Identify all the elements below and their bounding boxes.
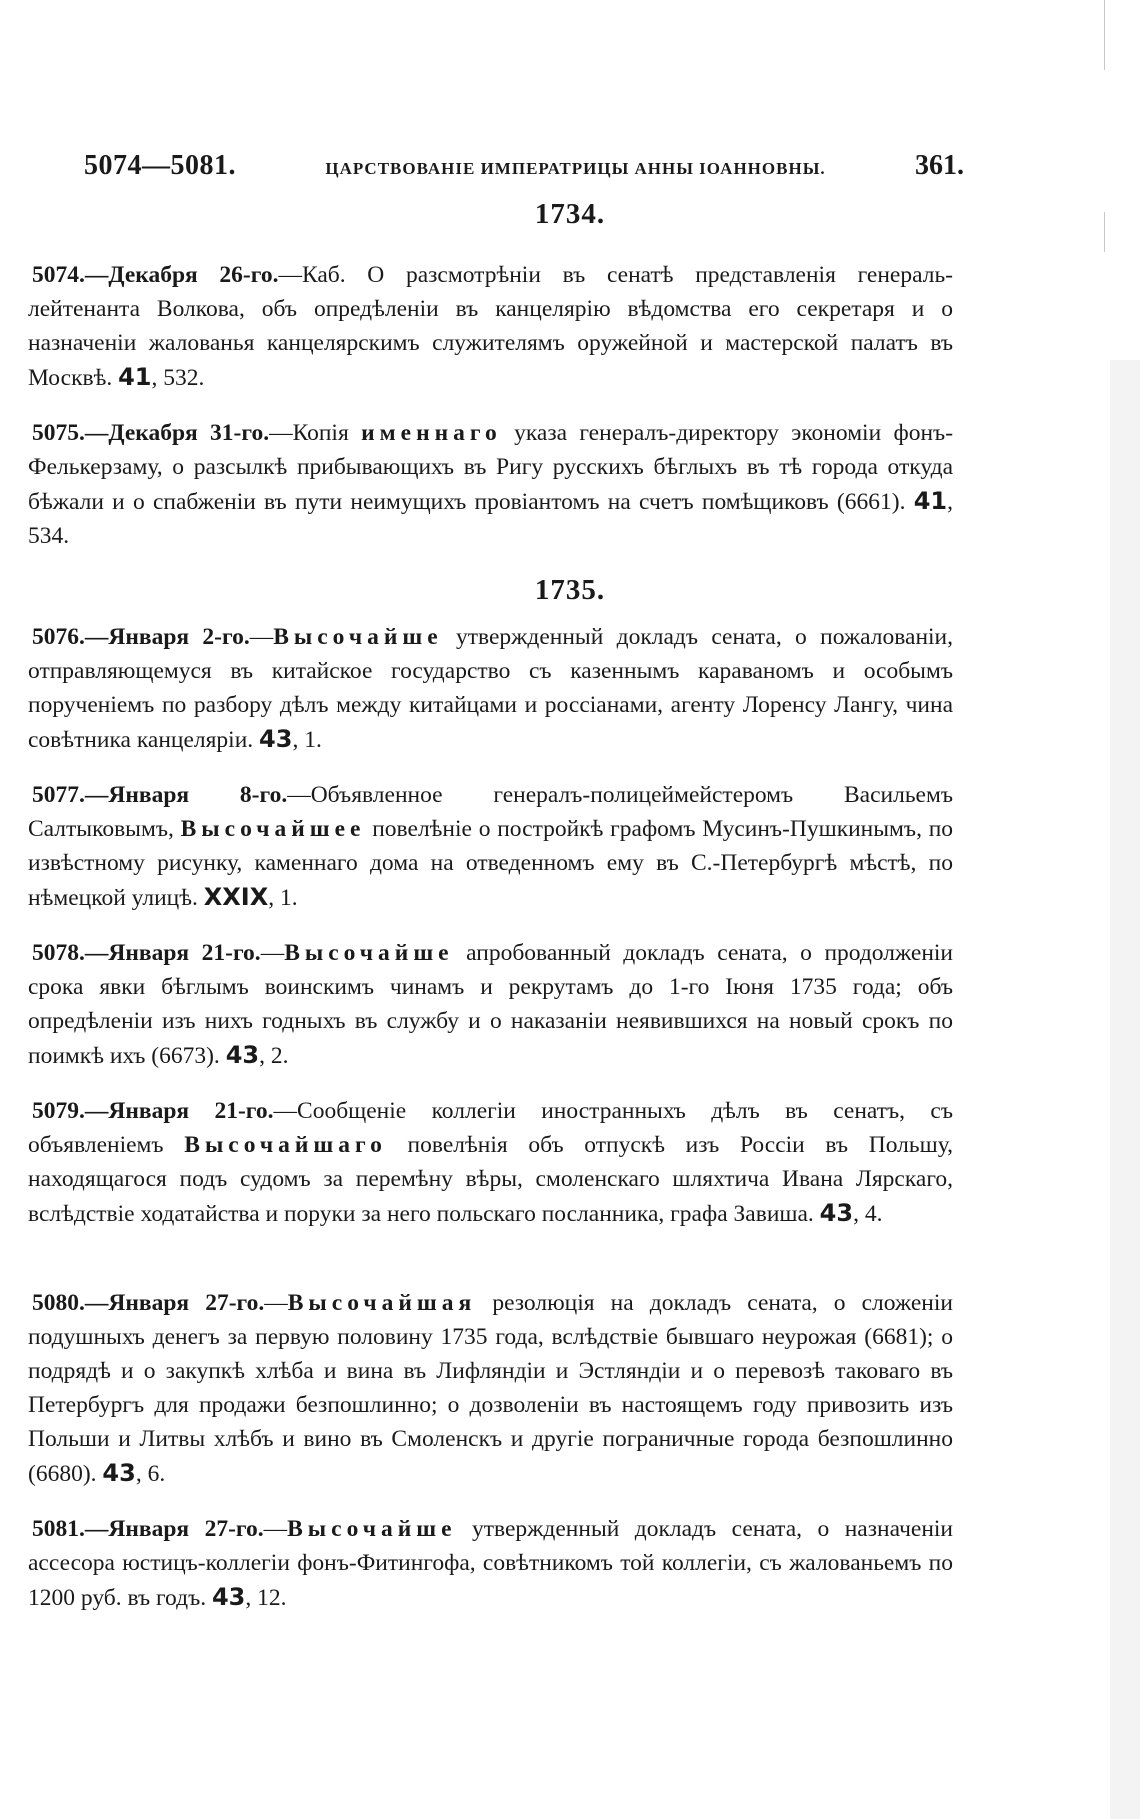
- entry-number: 5080.: [32, 1290, 85, 1316]
- entry-spaced-word: именнаго: [361, 420, 502, 446]
- entry-number: 5077.: [32, 782, 85, 808]
- entry-ref-page: , 4.: [853, 1201, 883, 1227]
- entry-date: —Января 21-го.: [84, 940, 261, 966]
- entry-text: —Объявленное генералъ-полицеймейстеромъ Васильемъ Салтыковымъ,: [28, 782, 954, 842]
- entry-text: —: [263, 1516, 288, 1542]
- entry-5075: [28, 416, 953, 553]
- page-header: [84, 150, 964, 182]
- entry-ref-volume: 41: [913, 487, 948, 515]
- entry-5080: [28, 1286, 953, 1491]
- entry-ref-page: , 1.: [268, 885, 298, 911]
- year-heading-1735: 1735.: [534, 574, 606, 606]
- entry-5081: [28, 1512, 953, 1615]
- entry-range: 5074—5081.: [84, 150, 236, 181]
- entry-ref-page: , 12.: [245, 1585, 287, 1611]
- entry-5077: [28, 778, 953, 915]
- entry-ref-volume: XXIX: [203, 883, 269, 911]
- entry-text-rest: повелѣніе о постройкѣ графомъ Мусинъ-Пушкинымъ, по извѣстному рисунку, каменнаго дома на отведенномъ ему въ С.-Петербургѣ мѣстѣ, по нѣмецкой улицѣ.: [28, 816, 954, 911]
- entry-number: 5074.: [32, 262, 85, 288]
- entry-text-rest: апробованный докладъ сената, о продолженіи срока явки бѣглымъ воинскимъ чинамъ и рекрутамъ до 1-го Іюня 1735 года; объ опредѣленіи изъ нихъ годныхъ въ службу и о наказаніи неявившихся на новый срокъ по поимкѣ ихъ (6673).: [28, 940, 954, 1069]
- scan-edge-line: [1104, 0, 1105, 70]
- entry-text: —Копія: [269, 420, 349, 446]
- running-title: ЦАРСТВОВАНІЕ ИМПЕРАТРИЦЫ АННЫ ІОАННОВНЫ.: [325, 159, 826, 178]
- entry-text-rest: указа генералъ-директору экономіи фонъ-Фелькерзаму, о разсылкѣ прибывающихъ въ Ригу русскихъ бѣглыхъ въ тѣ города откуда бѣжали и о спабженіи въ пути неимущихъ провіантомъ на счетъ помѣщиковъ (6661).: [28, 420, 954, 515]
- entry-ref-volume: 43: [102, 1459, 136, 1487]
- entry-spaced-word: Высочайшее: [180, 816, 366, 842]
- entry-spaced-word: Высочайше: [284, 940, 454, 966]
- entry-text-rest: резолюція на докладъ сената, о сложеніи подушныхъ денегъ за первую половину 1735 года, вслѣдствіе бывшаго неурожая (6681); о подрядѣ и о закупкѣ хлѣба и вина въ Лифляндіи и Эстляндіи и о перевозѣ таковаго въ Петербургъ для продажи безпошлинно; о дозволеніи въ настоящемъ году привозить изъ Польши и Литвы хлѣбъ и вино въ Смоленскъ и другіе пограничные города безпошлинно (6680).: [28, 1290, 953, 1487]
- entry-text: —: [249, 624, 274, 650]
- entry-ref-volume: 41: [118, 363, 152, 391]
- entry-date: —Января 27-го.: [84, 1290, 265, 1316]
- entry-date: —Января 8-го.: [84, 782, 288, 808]
- entry-date: —Января 27-го.: [84, 1516, 264, 1542]
- entry-5074: [28, 258, 953, 395]
- entry-number: 5078.: [32, 940, 85, 966]
- entry-ref-page: , 2.: [259, 1043, 289, 1069]
- entry-ref-volume: 43: [819, 1199, 854, 1227]
- entry-date: —Декабря 31-го.: [84, 420, 270, 446]
- entry-spaced-word: Высочайше: [287, 1516, 457, 1542]
- entry-number: 5079.: [32, 1098, 85, 1124]
- entry-text-rest: утвержденный докладъ сената, о пожалованіи, отправляющемуся въ китайское государство съ казеннымъ караваномъ и особымъ порученіемъ по разбору дѣлъ между китайцами и россіанами, агенту Лоренсу Лангу, чина совѣтника канцеляріи.: [28, 624, 953, 753]
- entry-text-rest: утвержденный докладъ сената, о назначеніи ассесора юстицъ-коллегіи фонъ-Фитингофа, совѣтникомъ той коллегіи, съ жалованьемъ по 1200 руб. въ годъ.: [28, 1516, 954, 1611]
- entry-number: 5076.: [32, 624, 85, 650]
- entry-spaced-word: Высочайшаго: [184, 1132, 387, 1158]
- entry-date: —Декабря 26-го.: [84, 262, 279, 288]
- entry-ref-volume: 43: [259, 725, 293, 753]
- entry-number: 5081.: [32, 1516, 85, 1542]
- entry-5076: [28, 620, 953, 757]
- entry-5079: [28, 1094, 953, 1231]
- entry-ref-page: , 534.: [28, 489, 953, 549]
- entry-ref-page: , 532.: [151, 365, 205, 391]
- entry-text: —: [260, 940, 285, 966]
- entry-number: 5075.: [32, 420, 85, 446]
- entry-date: —Января 2-го.: [84, 624, 250, 650]
- entry-date: —Января 21-го.: [84, 1098, 274, 1124]
- entry-spaced-word: Высочайше: [273, 624, 443, 650]
- entry-text: —: [264, 1290, 288, 1316]
- year-heading-1734: 1734.: [534, 198, 606, 230]
- page-number: 361.: [914, 150, 964, 181]
- entry-text-rest: повелѣнія объ отпускѣ изъ Россіи въ Польшу, находящагося подъ судомъ за перемѣну вѣры, смоленскаго шляхтича Ивана Лярскаго, вслѣдствіе ходатайства и поруки за него польскаго посланника, графа Завиша.: [28, 1132, 953, 1227]
- entry-ref-page: , 6.: [135, 1461, 166, 1487]
- entry-ref-page: , 1.: [292, 727, 322, 753]
- entry-text: —Сообщеніе коллегіи иностранныхъ дѣлъ въ сенатъ, съ объявленіемъ: [28, 1098, 953, 1158]
- entry-text: —Каб. О разсмотрѣніи въ сенатѣ представленія генераль-лейтенанта Волкова, объ опредѣленіи въ канцелярію вѣдомства его секретаря и о назначеніи жалованья канцелярскимъ служителямъ оружейной и мастерской палатъ въ Москвѣ.: [28, 262, 954, 391]
- entry-ref-volume: 43: [211, 1583, 246, 1611]
- entry-ref-volume: 43: [225, 1041, 260, 1069]
- entry-spaced-word: Высочайшая: [287, 1290, 477, 1316]
- entry-5078: [28, 936, 953, 1073]
